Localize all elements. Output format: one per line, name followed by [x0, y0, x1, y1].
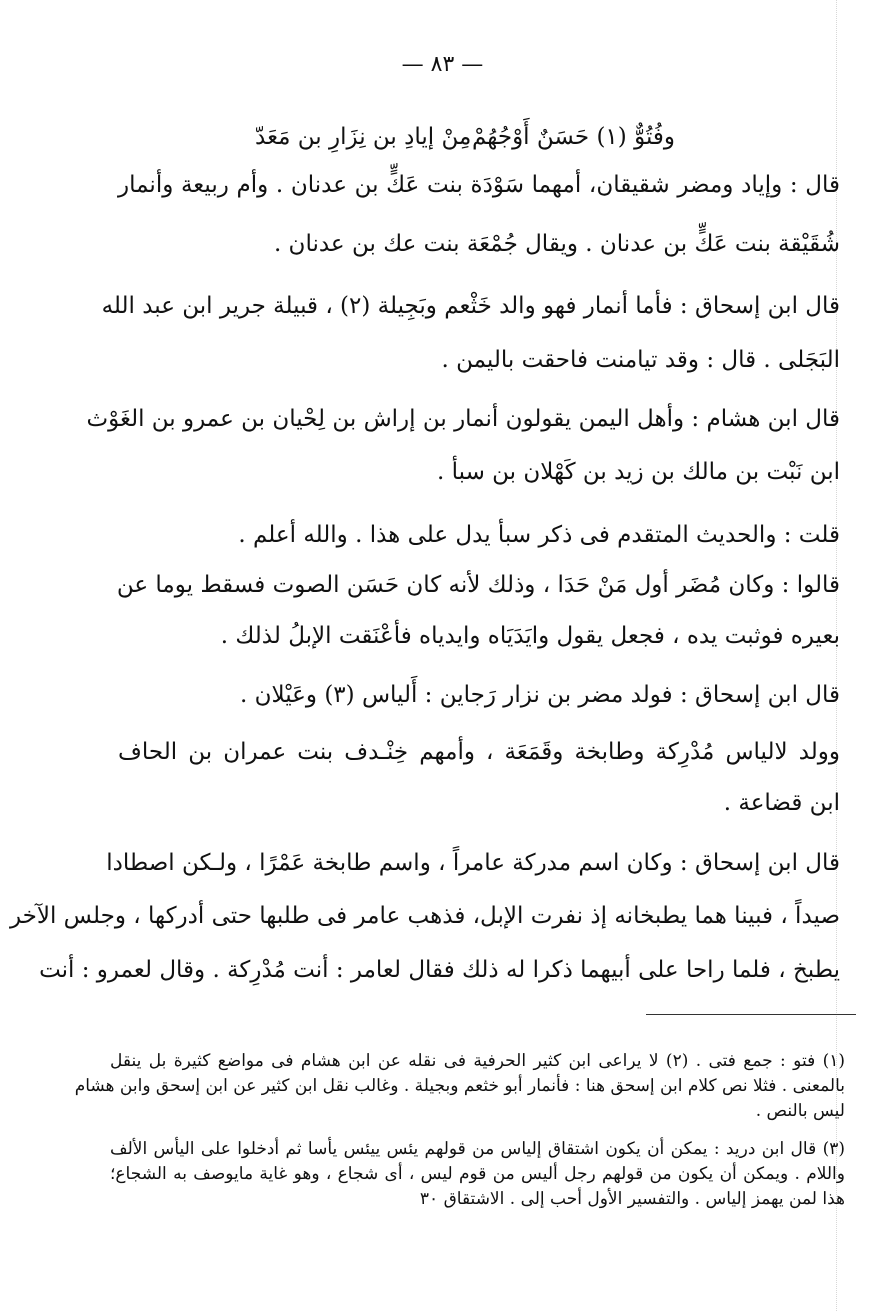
body-line: قلت : والحديث المتقدم فى ذكر سبأ يدل على هذا . والله أعلم . — [238, 522, 840, 548]
footnote-line: (٣) قال ابن دريد : يمكن أن يكون اشتقاق إلياس من قولهم يئس ييئس يأسا ثم أدخلوا على اليأس الألف — [110, 1139, 845, 1159]
verse-first-hemistich: وفُتُوٌّ (١) حَسَنٌ أَوْجُهُمْ — [471, 124, 675, 150]
poetry-verse — [255, 122, 675, 152]
footnote-line: (١) فتو : جمع فتى . (٢) لا يراعى ابن كثير الحرفية فى نقله عن ابن هشام فى مواضع كثيرة بل ينقل — [110, 1051, 845, 1071]
body-line: قال ابن هشام : وأهل اليمن يقولون أنمار بن إراش بن لِحْيان بن عمرو بن الغَوْث — [86, 406, 840, 432]
footnote-line: واللام . ويمكن أن يكون من قولهم رجل أليس من قوم ليس ، أى شجاع ، وهو غاية مايوصف به الشجاع؛ — [110, 1164, 845, 1184]
body-line: وولد لالياس مُدْرِكة وطابخة وقَمَعَة ، وأمهم خِنْـدف بنت عمران بن الحاف — [118, 739, 840, 765]
body-line: يطبخ ، فلما راحا على أبيهما ذكرا له ذلك فقال لعامر : أنت مُدْرِكة . وقال لعمرو : أنت — [39, 957, 840, 983]
body-line: ابن قضاعة . — [723, 790, 840, 816]
page-number: — ٨٣ — — [401, 52, 484, 77]
body-line: ابن نَبْت بن مالك بن زيد بن كَهْلان بن سبأ . — [437, 459, 840, 485]
body-line: شُقَيْقة بنت عَكٍّ بن عدنان . ويقال جُمْعَة بنت عك بن عدنان . — [273, 231, 840, 257]
footnote-line: هذا لمن يهمز إلياس . والتفسير الأول أحب إلى . الاشتقاق ٣٠ — [419, 1189, 845, 1209]
body-line: قال ابن إسحاق : وكان اسم مدركة عامراً ، واسم طابخة عَمْرًا ، ولـكن اصطادا — [106, 850, 840, 876]
verse-second-hemistich: مِنْ إيادِ بن نِزَارِ بن مَعَدّ — [255, 124, 472, 150]
footnote-separator — [646, 1014, 856, 1015]
body-line: بعيره فوثبت يده ، فجعل يقول وايَدَيَاه وايدياه فأعْنَقت الإبلُ لذلك . — [220, 623, 840, 649]
body-line: قالوا : وكان مُضَر أول مَنْ حَدَا ، وذلك لأنه كان حَسَن الصوت فسقط يوما عن — [116, 572, 840, 598]
body-line: صيداً ، فبينا هما يطبخانه إذ نفرت الإبل، فذهب عامر فى طلبها حتى أدركها ، وجلس الآخر — [9, 903, 840, 929]
footnote-line: بالمعنى . فثلا نص كلام ابن إسحق هنا : فأنمار أبو خثعم وبجيلة . وغالب نقل ابن كثير عن ابن إسحق وابن هشام — [74, 1076, 845, 1096]
footnote-line: ليس بالنص . — [755, 1101, 845, 1121]
body-line: قال ابن إسحاق : فولد مضر بن نزار رَجاين : أَلياس (٣) وعَيْلان . — [240, 682, 840, 708]
body-line: البَجَلى . قال : وقد تيامنت فاحقت باليمن . — [441, 347, 840, 373]
body-line: قال : وإياد ومضر شقيقان، أمهما سَوْدَة بنت عَكٍّ بن عدنان . وأم ربيعة وأنمار — [118, 172, 840, 198]
body-line: قال ابن إسحاق : فأما أنمار فهو والد خَثْعم وبَجِيلة (٢) ، قبيلة جرير ابن عبد الله — [101, 293, 840, 319]
